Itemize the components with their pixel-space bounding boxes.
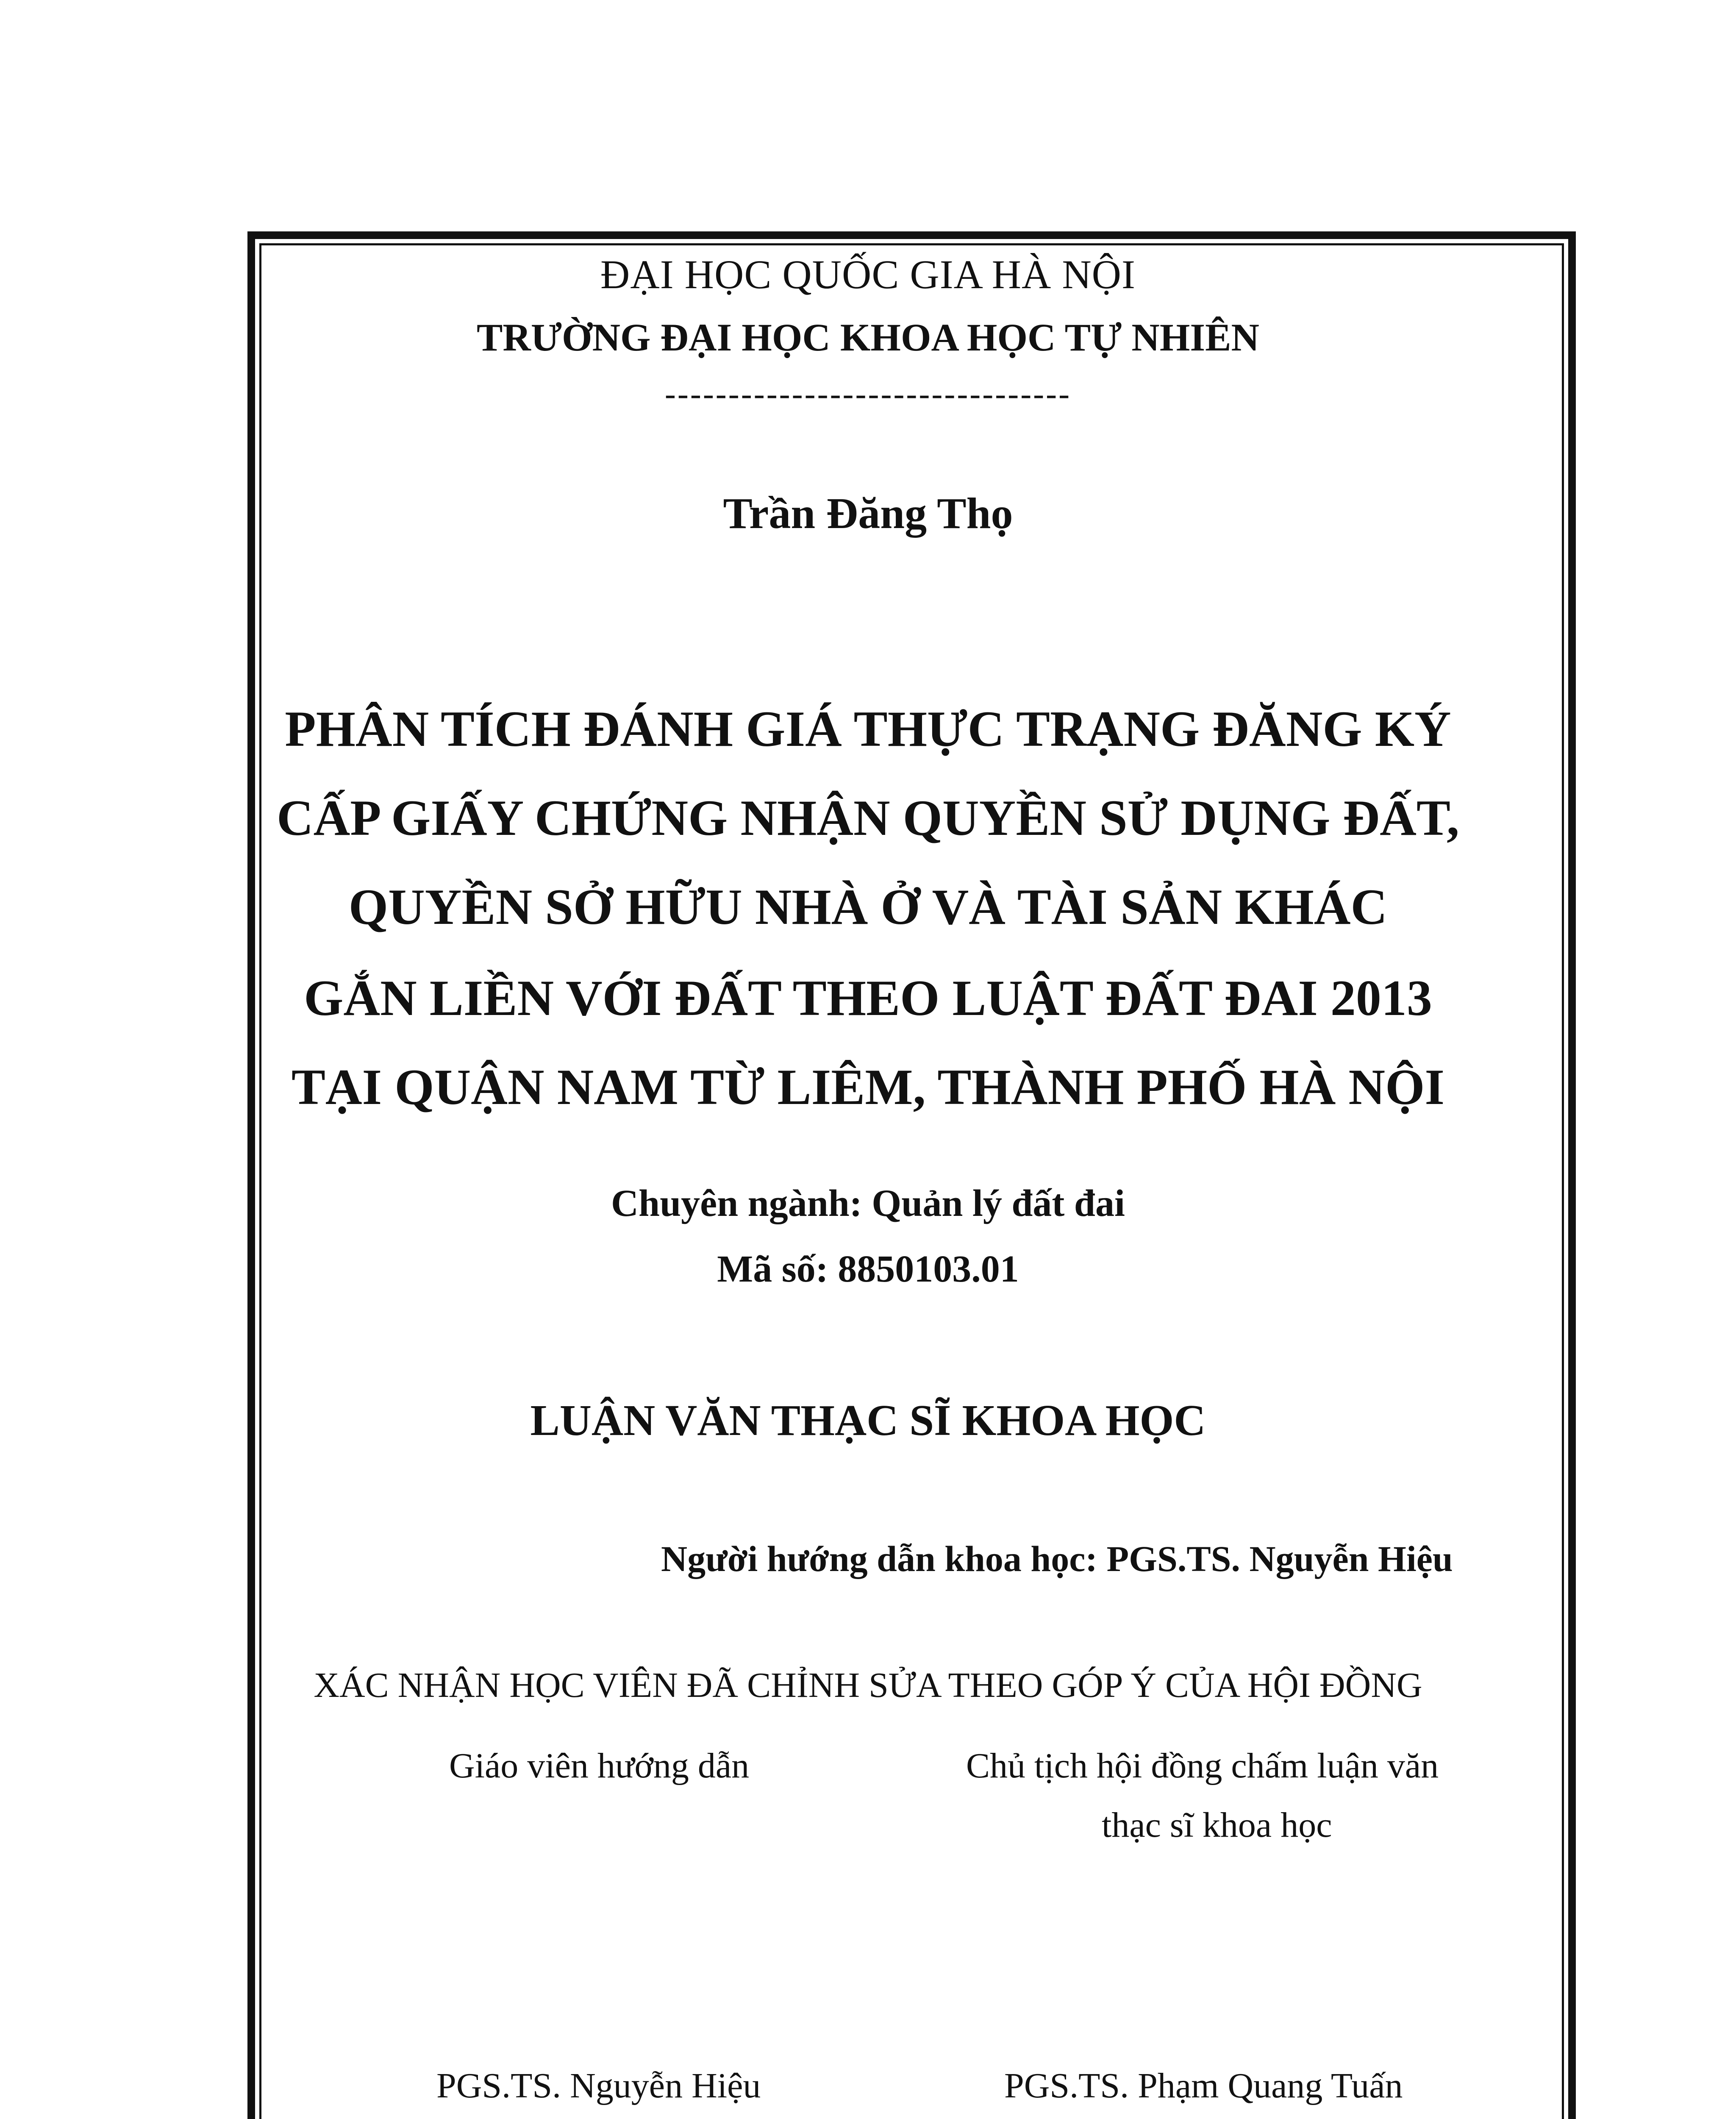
separator-line: --------------------------------: [664, 375, 1072, 412]
committee-chair-role: Chủ tịch hội đồng chấm luận văn: [966, 1746, 1439, 1785]
supervisor-role: Giáo viên hướng dẫn: [449, 1746, 750, 1785]
degree-type: LUẬN VĂN THẠC SĨ KHOA HỌC: [530, 1396, 1206, 1445]
program-code: Mã số: 8850103.01: [717, 1248, 1019, 1290]
scientific-advisor: Người hướng dẫn khoa học: PGS.TS. Nguyễn Hiệu: [661, 1538, 1453, 1579]
author-name: Trần Đăng Thọ: [723, 489, 1013, 538]
revision-confirmation: XÁC NHẬN HỌC VIÊN ĐÃ CHỈNH SỬA THEO GÓP Ý CỦA HỘI ĐỒNG: [314, 1666, 1422, 1705]
thesis-title-line-2: CẤP GIẤY CHỨNG NHẬN QUYỀN SỬ DỤNG ĐẤT,: [276, 790, 1460, 846]
thesis-title-line-5: TẠI QUẬN NAM TỪ LIÊM, THÀNH PHỐ HÀ NỘI: [291, 1059, 1445, 1115]
committee-chair-name: PGS.TS. Phạm Quang Tuấn: [1004, 2066, 1403, 2105]
thesis-title-line-3: QUYỀN SỞ HỮU NHÀ Ở VÀ TÀI SẢN KHÁC: [348, 879, 1388, 935]
major-label: Chuyên ngành: Quản lý đất đai: [611, 1182, 1125, 1224]
committee-chair-role-cont: thạc sĩ khoa học: [1102, 1805, 1332, 1845]
supervisor-name: PGS.TS. Nguyễn Hiệu: [436, 2066, 761, 2105]
school-name: TRƯỜNG ĐẠI HỌC KHOA HỌC TỰ NHIÊN: [477, 316, 1259, 359]
thesis-title-line-1: PHÂN TÍCH ĐÁNH GIÁ THỰC TRẠNG ĐĂNG KÝ: [285, 701, 1451, 757]
university-name: ĐẠI HỌC QUỐC GIA HÀ NỘI: [600, 252, 1136, 297]
thesis-title-line-4: GẮN LIỀN VỚI ĐẤT THEO LUẬT ĐẤT ĐAI 2013: [304, 970, 1432, 1026]
